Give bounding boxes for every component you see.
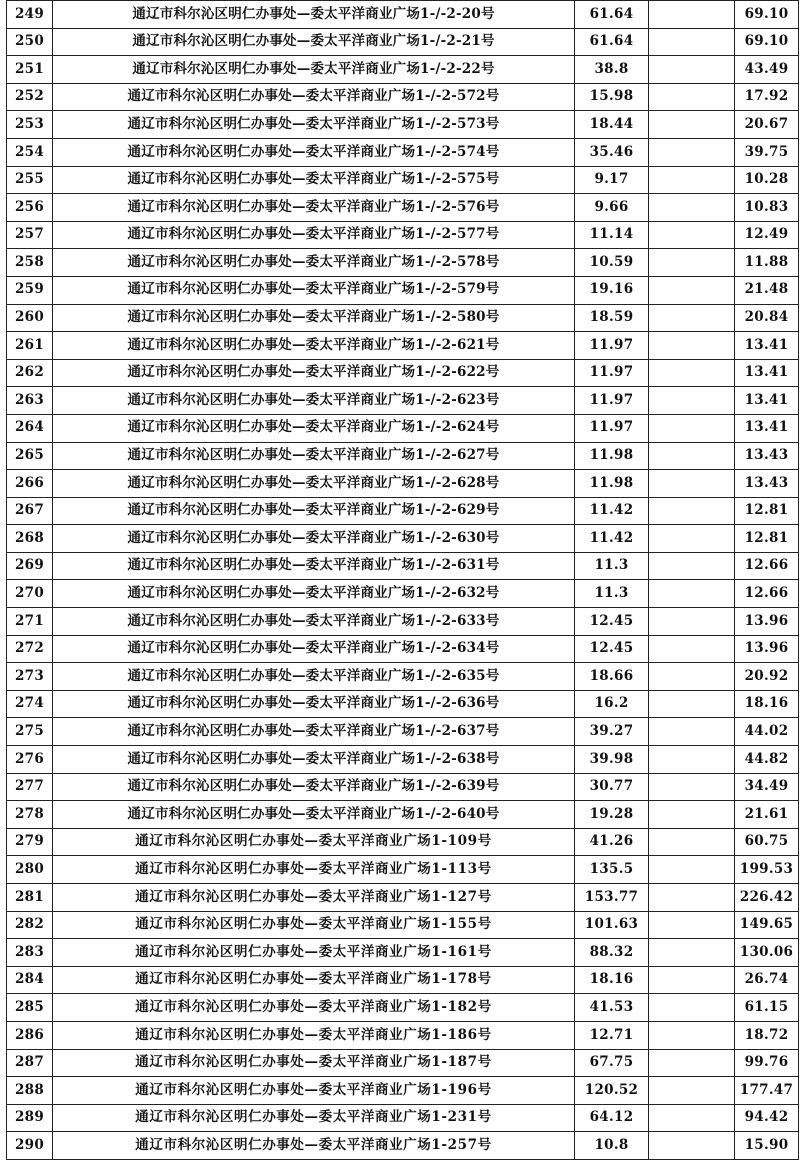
row-number-cell: 267 — [7, 497, 53, 525]
address-cell: 通辽市科尔沁区明仁办事处—委太平洋商业广场1-/-2-635号 — [53, 663, 575, 691]
area-b-cell: 21.48 — [735, 276, 799, 304]
area-b-cell: 43.49 — [735, 56, 799, 84]
address-cell: 通辽市科尔沁区明仁办事处—委太平洋商业广场1-/-2-577号 — [53, 221, 575, 249]
table-row — [7, 194, 799, 222]
empty-cell — [649, 442, 735, 470]
area-b-cell: 226.42 — [735, 884, 799, 912]
address-cell: 通辽市科尔沁区明仁办事处—委太平洋商业广场1-/-2-634号 — [53, 635, 575, 663]
area-b-cell: 17.92 — [735, 83, 799, 111]
table-row — [7, 580, 799, 608]
area-a-cell: 11.97 — [575, 359, 649, 387]
empty-cell — [649, 28, 735, 56]
area-a-cell: 10.59 — [575, 249, 649, 277]
address-cell: 通辽市科尔沁区明仁办事处—委太平洋商业广场1-/-2-628号 — [53, 470, 575, 498]
row-number-cell: 256 — [7, 194, 53, 222]
address-cell: 通辽市科尔沁区明仁办事处—委太平洋商业广场1-/-2-638号 — [53, 746, 575, 774]
empty-cell — [649, 635, 735, 663]
table-row — [7, 138, 799, 166]
row-number-cell: 272 — [7, 635, 53, 663]
table-row — [7, 994, 799, 1022]
empty-cell — [649, 194, 735, 222]
row-number-cell: 284 — [7, 966, 53, 994]
area-a-cell: 11.98 — [575, 442, 649, 470]
address-cell: 通辽市科尔沁区明仁办事处—委太平洋商业广场1-161号 — [53, 939, 575, 967]
area-a-cell: 64.12 — [575, 1104, 649, 1132]
empty-cell — [649, 828, 735, 856]
empty-cell — [649, 1077, 735, 1105]
area-b-cell: 12.81 — [735, 497, 799, 525]
area-b-cell: 26.74 — [735, 966, 799, 994]
empty-cell — [649, 414, 735, 442]
address-cell: 通辽市科尔沁区明仁办事处—委太平洋商业广场1-/-2-574号 — [53, 138, 575, 166]
address-cell: 通辽市科尔沁区明仁办事处—委太平洋商业广场1-182号 — [53, 994, 575, 1022]
table-row — [7, 1132, 799, 1160]
area-a-cell: 18.66 — [575, 663, 649, 691]
row-number-cell: 274 — [7, 690, 53, 718]
area-a-cell: 39.27 — [575, 718, 649, 746]
empty-cell — [649, 1, 735, 29]
area-b-cell: 12.81 — [735, 525, 799, 553]
table-row — [7, 663, 799, 691]
area-b-cell: 18.72 — [735, 1021, 799, 1049]
address-cell: 通辽市科尔沁区明仁办事处—委太平洋商业广场1-/-2-632号 — [53, 580, 575, 608]
table-row — [7, 414, 799, 442]
area-b-cell: 34.49 — [735, 773, 799, 801]
empty-cell — [649, 884, 735, 912]
row-number-cell: 262 — [7, 359, 53, 387]
area-a-cell: 19.16 — [575, 276, 649, 304]
address-cell: 通辽市科尔沁区明仁办事处—委太平洋商业广场1-127号 — [53, 884, 575, 912]
area-a-cell: 11.3 — [575, 580, 649, 608]
address-cell: 通辽市科尔沁区明仁办事处—委太平洋商业广场1-/-2-639号 — [53, 773, 575, 801]
table-row — [7, 884, 799, 912]
area-a-cell: 11.14 — [575, 221, 649, 249]
empty-cell — [649, 939, 735, 967]
empty-cell — [649, 773, 735, 801]
row-number-cell: 250 — [7, 28, 53, 56]
address-cell: 通辽市科尔沁区明仁办事处—委太平洋商业广场1-155号 — [53, 911, 575, 939]
area-a-cell: 11.97 — [575, 387, 649, 415]
empty-cell — [649, 138, 735, 166]
address-cell: 通辽市科尔沁区明仁办事处—委太平洋商业广场1-178号 — [53, 966, 575, 994]
row-number-cell: 259 — [7, 276, 53, 304]
empty-cell — [649, 746, 735, 774]
table-row — [7, 1077, 799, 1105]
table-row — [7, 911, 799, 939]
table-row — [7, 552, 799, 580]
empty-cell — [649, 966, 735, 994]
row-number-cell: 261 — [7, 332, 53, 360]
address-cell: 通辽市科尔沁区明仁办事处—委太平洋商业广场1-/-2-630号 — [53, 525, 575, 553]
row-number-cell: 268 — [7, 525, 53, 553]
area-a-cell: 15.98 — [575, 83, 649, 111]
area-b-cell: 39.75 — [735, 138, 799, 166]
row-number-cell: 287 — [7, 1049, 53, 1077]
row-number-cell: 290 — [7, 1132, 53, 1160]
address-cell: 通辽市科尔沁区明仁办事处—委太平洋商业广场1-196号 — [53, 1077, 575, 1105]
area-a-cell: 61.64 — [575, 1, 649, 29]
address-cell: 通辽市科尔沁区明仁办事处—委太平洋商业广场1-/-2-20号 — [53, 1, 575, 29]
address-cell: 通辽市科尔沁区明仁办事处—委太平洋商业广场1-/-2-627号 — [53, 442, 575, 470]
table-row — [7, 83, 799, 111]
row-number-cell: 251 — [7, 56, 53, 84]
area-b-cell: 99.76 — [735, 1049, 799, 1077]
area-b-cell: 13.41 — [735, 387, 799, 415]
area-b-cell: 69.10 — [735, 1, 799, 29]
area-a-cell: 11.42 — [575, 525, 649, 553]
address-cell: 通辽市科尔沁区明仁办事处—委太平洋商业广场1-/-2-636号 — [53, 690, 575, 718]
area-b-cell: 44.02 — [735, 718, 799, 746]
area-a-cell: 41.53 — [575, 994, 649, 1022]
area-b-cell: 10.28 — [735, 166, 799, 194]
area-b-cell: 13.43 — [735, 470, 799, 498]
address-cell: 通辽市科尔沁区明仁办事处—委太平洋商业广场1-257号 — [53, 1132, 575, 1160]
empty-cell — [649, 166, 735, 194]
table-row — [7, 1104, 799, 1132]
area-b-cell: 69.10 — [735, 28, 799, 56]
address-cell: 通辽市科尔沁区明仁办事处—委太平洋商业广场1-/-2-579号 — [53, 276, 575, 304]
area-b-cell: 20.92 — [735, 663, 799, 691]
empty-cell — [649, 580, 735, 608]
empty-cell — [649, 718, 735, 746]
row-number-cell: 264 — [7, 414, 53, 442]
area-b-cell: 12.66 — [735, 552, 799, 580]
row-number-cell: 275 — [7, 718, 53, 746]
area-b-cell: 13.96 — [735, 635, 799, 663]
empty-cell — [649, 994, 735, 1022]
address-cell: 通辽市科尔沁区明仁办事处—委太平洋商业广场1-/-2-21号 — [53, 28, 575, 56]
empty-cell — [649, 470, 735, 498]
table-row — [7, 497, 799, 525]
empty-cell — [649, 111, 735, 139]
address-cell: 通辽市科尔沁区明仁办事处—委太平洋商业广场1-/-2-580号 — [53, 304, 575, 332]
area-b-cell: 13.41 — [735, 332, 799, 360]
row-number-cell: 288 — [7, 1077, 53, 1105]
area-a-cell: 11.42 — [575, 497, 649, 525]
address-cell: 通辽市科尔沁区明仁办事处—委太平洋商业广场1-/-2-633号 — [53, 608, 575, 636]
area-a-cell: 135.5 — [575, 856, 649, 884]
area-b-cell: 12.49 — [735, 221, 799, 249]
area-a-cell: 11.98 — [575, 470, 649, 498]
empty-cell — [649, 525, 735, 553]
area-a-cell: 18.59 — [575, 304, 649, 332]
empty-cell — [649, 497, 735, 525]
area-a-cell: 12.45 — [575, 635, 649, 663]
row-number-cell: 258 — [7, 249, 53, 277]
area-b-cell: 20.67 — [735, 111, 799, 139]
area-a-cell: 11.97 — [575, 414, 649, 442]
table-row — [7, 828, 799, 856]
address-cell: 通辽市科尔沁区明仁办事处—委太平洋商业广场1-/-2-572号 — [53, 83, 575, 111]
empty-cell — [649, 608, 735, 636]
area-b-cell: 94.42 — [735, 1104, 799, 1132]
address-cell: 通辽市科尔沁区明仁办事处—委太平洋商业广场1-187号 — [53, 1049, 575, 1077]
row-number-cell: 281 — [7, 884, 53, 912]
row-number-cell: 263 — [7, 387, 53, 415]
empty-cell — [649, 1104, 735, 1132]
table-row — [7, 939, 799, 967]
table-row — [7, 442, 799, 470]
table-row — [7, 856, 799, 884]
area-a-cell: 11.3 — [575, 552, 649, 580]
table-row — [7, 635, 799, 663]
area-a-cell: 39.98 — [575, 746, 649, 774]
area-b-cell: 177.47 — [735, 1077, 799, 1105]
area-a-cell: 19.28 — [575, 801, 649, 829]
area-b-cell: 15.90 — [735, 1132, 799, 1160]
row-number-cell: 257 — [7, 221, 53, 249]
area-b-cell: 61.15 — [735, 994, 799, 1022]
table-row — [7, 608, 799, 636]
empty-cell — [649, 552, 735, 580]
area-b-cell: 130.06 — [735, 939, 799, 967]
table-row — [7, 221, 799, 249]
address-cell: 通辽市科尔沁区明仁办事处—委太平洋商业广场1-186号 — [53, 1021, 575, 1049]
table-row — [7, 746, 799, 774]
area-a-cell: 18.16 — [575, 966, 649, 994]
table-row — [7, 28, 799, 56]
area-b-cell: 10.83 — [735, 194, 799, 222]
area-b-cell: 13.41 — [735, 414, 799, 442]
area-a-cell: 9.17 — [575, 166, 649, 194]
address-cell: 通辽市科尔沁区明仁办事处—委太平洋商业广场1-231号 — [53, 1104, 575, 1132]
empty-cell — [649, 332, 735, 360]
area-a-cell: 41.26 — [575, 828, 649, 856]
row-number-cell: 265 — [7, 442, 53, 470]
area-a-cell: 88.32 — [575, 939, 649, 967]
row-number-cell: 285 — [7, 994, 53, 1022]
area-b-cell: 13.41 — [735, 359, 799, 387]
property-table-body — [7, 1, 799, 1160]
area-a-cell: 101.63 — [575, 911, 649, 939]
empty-cell — [649, 856, 735, 884]
empty-cell — [649, 249, 735, 277]
table-row — [7, 249, 799, 277]
table-row — [7, 801, 799, 829]
address-cell: 通辽市科尔沁区明仁办事处—委太平洋商业广场1-/-2-622号 — [53, 359, 575, 387]
area-a-cell: 30.77 — [575, 773, 649, 801]
table-row — [7, 1, 799, 29]
row-number-cell: 276 — [7, 746, 53, 774]
area-a-cell: 9.66 — [575, 194, 649, 222]
empty-cell — [649, 83, 735, 111]
row-number-cell: 269 — [7, 552, 53, 580]
empty-cell — [649, 221, 735, 249]
area-b-cell: 12.66 — [735, 580, 799, 608]
row-number-cell: 289 — [7, 1104, 53, 1132]
empty-cell — [649, 1021, 735, 1049]
area-b-cell: 11.88 — [735, 249, 799, 277]
table-row — [7, 690, 799, 718]
empty-cell — [649, 1049, 735, 1077]
address-cell: 通辽市科尔沁区明仁办事处—委太平洋商业广场1-109号 — [53, 828, 575, 856]
address-cell: 通辽市科尔沁区明仁办事处—委太平洋商业广场1-/-2-637号 — [53, 718, 575, 746]
empty-cell — [649, 801, 735, 829]
table-row — [7, 166, 799, 194]
area-a-cell: 61.64 — [575, 28, 649, 56]
area-b-cell: 149.65 — [735, 911, 799, 939]
table-row — [7, 111, 799, 139]
area-a-cell: 16.2 — [575, 690, 649, 718]
row-number-cell: 271 — [7, 608, 53, 636]
row-number-cell: 260 — [7, 304, 53, 332]
area-a-cell: 12.71 — [575, 1021, 649, 1049]
area-b-cell: 21.61 — [735, 801, 799, 829]
address-cell: 通辽市科尔沁区明仁办事处—委太平洋商业广场1-/-2-621号 — [53, 332, 575, 360]
row-number-cell: 273 — [7, 663, 53, 691]
address-cell: 通辽市科尔沁区明仁办事处—委太平洋商业广场1-/-2-578号 — [53, 249, 575, 277]
address-cell: 通辽市科尔沁区明仁办事处—委太平洋商业广场1-/-2-623号 — [53, 387, 575, 415]
address-cell: 通辽市科尔沁区明仁办事处—委太平洋商业广场1-/-2-631号 — [53, 552, 575, 580]
area-b-cell: 60.75 — [735, 828, 799, 856]
table-row — [7, 332, 799, 360]
area-a-cell: 67.75 — [575, 1049, 649, 1077]
address-cell: 通辽市科尔沁区明仁办事处—委太平洋商业广场1-/-2-576号 — [53, 194, 575, 222]
empty-cell — [649, 387, 735, 415]
table-row — [7, 525, 799, 553]
area-b-cell: 13.96 — [735, 608, 799, 636]
area-b-cell: 13.43 — [735, 442, 799, 470]
table-row — [7, 387, 799, 415]
area-a-cell: 120.52 — [575, 1077, 649, 1105]
row-number-cell: 282 — [7, 911, 53, 939]
table-row — [7, 773, 799, 801]
row-number-cell: 277 — [7, 773, 53, 801]
empty-cell — [649, 911, 735, 939]
empty-cell — [649, 276, 735, 304]
table-row — [7, 1021, 799, 1049]
table-row — [7, 276, 799, 304]
area-a-cell: 18.44 — [575, 111, 649, 139]
property-table — [6, 0, 799, 1160]
address-cell: 通辽市科尔沁区明仁办事处—委太平洋商业广场1-/-2-629号 — [53, 497, 575, 525]
row-number-cell: 266 — [7, 470, 53, 498]
empty-cell — [649, 690, 735, 718]
table-row — [7, 56, 799, 84]
area-b-cell: 20.84 — [735, 304, 799, 332]
address-cell: 通辽市科尔沁区明仁办事处—委太平洋商业广场1-/-2-575号 — [53, 166, 575, 194]
empty-cell — [649, 304, 735, 332]
table-row — [7, 1049, 799, 1077]
area-a-cell: 10.8 — [575, 1132, 649, 1160]
row-number-cell: 253 — [7, 111, 53, 139]
empty-cell — [649, 359, 735, 387]
address-cell: 通辽市科尔沁区明仁办事处—委太平洋商业广场1-/-2-573号 — [53, 111, 575, 139]
row-number-cell: 280 — [7, 856, 53, 884]
row-number-cell: 252 — [7, 83, 53, 111]
address-cell: 通辽市科尔沁区明仁办事处—委太平洋商业广场1-/-2-22号 — [53, 56, 575, 84]
empty-cell — [649, 663, 735, 691]
row-number-cell: 254 — [7, 138, 53, 166]
area-a-cell: 38.8 — [575, 56, 649, 84]
row-number-cell: 278 — [7, 801, 53, 829]
address-cell: 通辽市科尔沁区明仁办事处—委太平洋商业广场1-/-2-640号 — [53, 801, 575, 829]
area-a-cell: 11.97 — [575, 332, 649, 360]
row-number-cell: 255 — [7, 166, 53, 194]
area-b-cell: 199.53 — [735, 856, 799, 884]
table-row — [7, 966, 799, 994]
empty-cell — [649, 56, 735, 84]
area-a-cell: 35.46 — [575, 138, 649, 166]
row-number-cell: 286 — [7, 1021, 53, 1049]
address-cell: 通辽市科尔沁区明仁办事处—委太平洋商业广场1-/-2-624号 — [53, 414, 575, 442]
address-cell: 通辽市科尔沁区明仁办事处—委太平洋商业广场1-113号 — [53, 856, 575, 884]
area-b-cell: 44.82 — [735, 746, 799, 774]
table-row — [7, 718, 799, 746]
row-number-cell: 283 — [7, 939, 53, 967]
area-a-cell: 12.45 — [575, 608, 649, 636]
table-row — [7, 359, 799, 387]
row-number-cell: 270 — [7, 580, 53, 608]
row-number-cell: 249 — [7, 1, 53, 29]
area-b-cell: 18.16 — [735, 690, 799, 718]
row-number-cell: 279 — [7, 828, 53, 856]
area-a-cell: 153.77 — [575, 884, 649, 912]
empty-cell — [649, 1132, 735, 1160]
table-row — [7, 470, 799, 498]
table-row — [7, 304, 799, 332]
